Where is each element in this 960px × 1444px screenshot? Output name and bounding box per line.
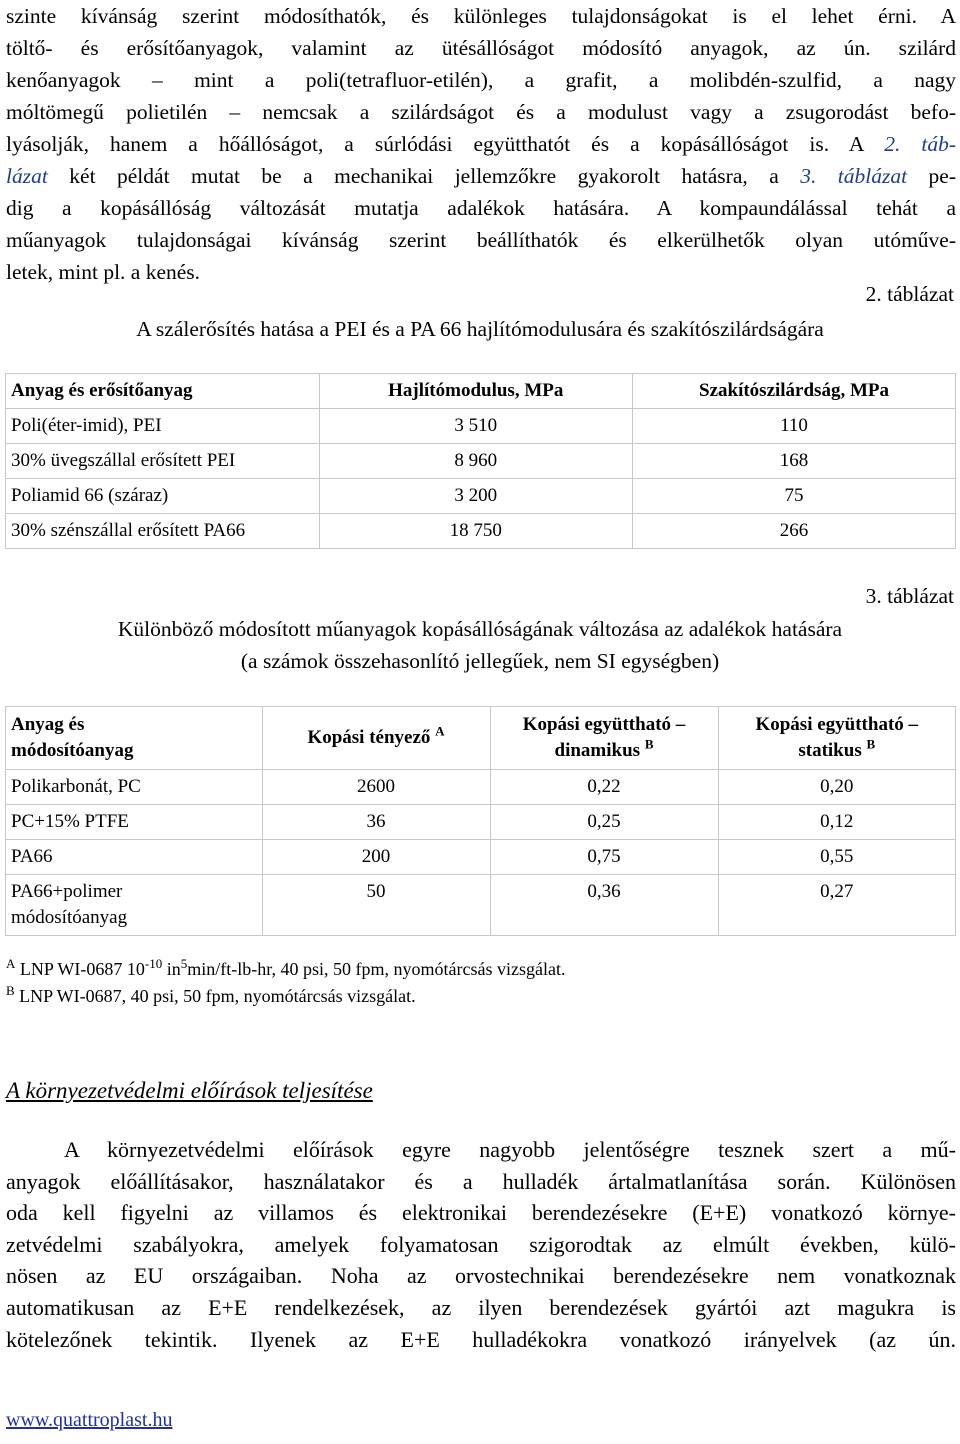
section-line: oda kell figyelni az villamos és elektronikai berendezésekre (E+E) vonatkozó környe- <box>6 1200 956 1225</box>
header-text: Kopási tényező <box>307 727 431 748</box>
header-text: Anyag és <box>11 714 85 735</box>
strength-cell: 110 <box>633 409 956 444</box>
intro-text: móltömegű polietilén – nemcsak a szilárdságot és a modulust vagy a zsugorodást befo- <box>6 100 956 124</box>
table2-header-material: Anyag és erősítőanyag <box>6 374 320 409</box>
strength-cell: 266 <box>633 514 956 549</box>
strength-cell: 168 <box>633 444 956 479</box>
table3-header-row <box>6 707 956 770</box>
footnote-a-marker: A <box>6 956 16 971</box>
material-text: PA66 <box>11 846 53 867</box>
material-cell: Poli(éter-imid), PEI <box>6 409 320 444</box>
intro-text: két példát mutat be a mechanikai jellemzőkre gyakorolt hatásra, a <box>47 164 801 188</box>
table-row <box>6 409 956 444</box>
table-row <box>6 514 956 549</box>
intro-text: pe- <box>907 164 957 188</box>
footnote-b-marker: B <box>6 983 15 998</box>
intro-text: letek, mint pl. a kenés. <box>6 260 201 284</box>
table2-header-modulus: Hajlítómodulus, MPa <box>319 374 633 409</box>
intro-line <box>6 96 956 128</box>
material-text: Polikarbonát, PC <box>11 776 141 797</box>
intro-line <box>6 224 956 256</box>
intro-text: töltő- és erősítőanyagok, valamint az ütésállóságot módosító anyagok, az ún. szilárd <box>6 36 956 60</box>
material-cell <box>6 805 263 840</box>
static-coefficient-cell: 0,12 <box>718 805 956 840</box>
section-heading: A környezetvédelmi előírások teljesítése <box>6 1078 373 1103</box>
table2-header-row <box>6 374 956 409</box>
table3-header-material <box>6 707 263 770</box>
static-coefficient-cell: 0,27 <box>718 875 956 936</box>
header-text: Kopási együttható – <box>755 714 919 735</box>
dynamic-coefficient-cell: 0,25 <box>490 805 718 840</box>
intro-line <box>6 160 956 192</box>
strength-cell: 75 <box>633 479 956 514</box>
wear-factor-cell: 2600 <box>262 770 490 805</box>
dynamic-coefficient-cell: 0,36 <box>490 875 718 936</box>
table-reference: 2. táb- <box>884 132 956 156</box>
modulus-cell: 18 750 <box>319 514 633 549</box>
table-row <box>6 840 956 875</box>
footnote-a-text-2: in <box>162 959 181 979</box>
material-text: PA66+polimer <box>11 881 123 902</box>
footer-website-link[interactable]: www.quattroplast.hu <box>6 1409 173 1431</box>
dynamic-coefficient-cell: 0,22 <box>490 770 718 805</box>
header-text: dinamikus <box>554 740 641 761</box>
header-text: módosítóanyag <box>11 740 134 761</box>
wear-factor-cell: 200 <box>262 840 490 875</box>
table-reference: 3. táblázat <box>800 164 908 188</box>
material-cell <box>6 840 263 875</box>
section-line: A környezetvédelmi előírások egyre nagyobb jelentőségre tesznek szert a mű- <box>64 1137 956 1162</box>
table-row <box>6 479 956 514</box>
footnote-a-text-3: min/ft-lb-hr, 40 psi, 50 fpm, nyomótárcsás vizsgálat. <box>187 959 566 979</box>
section-line: zetvédelmi szabályokra, amelyek folyamatosan szigorodtak az elmúlt években, külö- <box>6 1232 956 1257</box>
modulus-cell: 3 200 <box>319 479 633 514</box>
table3-title-line2: (a számok összehasonlító jellegűek, nem SI egységben) <box>240 649 720 673</box>
intro-line <box>6 32 956 64</box>
table-row <box>6 444 956 479</box>
material-cell <box>6 875 263 936</box>
footnote-b-text: LNP WI-0687, 40 psi, 50 fpm, nyomótárcsás vizsgálat. <box>14 986 416 1006</box>
modulus-cell: 3 510 <box>319 409 633 444</box>
header-text: statikus <box>798 740 862 761</box>
table-row <box>6 875 956 936</box>
section-line: nösen az EU országaiban. Noha az orvostechnikai berendezésekre nem vonatkoznak <box>6 1263 956 1288</box>
static-coefficient-cell: 0,55 <box>718 840 956 875</box>
table-row <box>6 805 956 840</box>
material-cell: 30% szénszállal erősített PA66 <box>6 514 320 549</box>
table3 <box>5 706 956 936</box>
intro-line <box>6 192 956 224</box>
table3-header-static <box>718 707 956 770</box>
table3-number: 3. táblázat <box>865 584 954 608</box>
static-coefficient-cell: 0,20 <box>718 770 956 805</box>
table2-title: A szálerősítés hatása a PEI és a PA 66 hajlítómodulusára és szakítószilárdságára <box>136 317 824 341</box>
intro-text: szinte kívánság szerint módosíthatók, és különleges tulajdonságokat is el lehet érni. A <box>6 4 956 28</box>
table3-title-line1: Különböző módosított műanyagok kopásállóságának változása az adalékok hatására <box>117 617 843 641</box>
table2-number: 2. táblázat <box>865 282 954 306</box>
wear-factor-cell: 50 <box>262 875 490 936</box>
intro-line <box>6 256 956 288</box>
material-cell: Poliamid 66 (száraz) <box>6 479 320 514</box>
footnote-a-text-1: LNP WI-0687 10 <box>15 959 145 979</box>
intro-line <box>6 0 956 32</box>
wear-factor-cell: 36 <box>262 805 490 840</box>
section-line: automatikusan az E+E rendelkezések, az ilyen berendezések gyártói azt magukra is <box>6 1295 956 1320</box>
table3-header-wear-factor <box>262 707 490 770</box>
material-text: PC+15% PTFE <box>11 811 129 832</box>
modulus-cell: 8 960 <box>319 444 633 479</box>
footnote-marker: A <box>435 723 445 739</box>
material-text: módosítóanyag <box>11 907 128 928</box>
section-line: kötelezőnek tekintik. Ilyenek az E+E hulladékokra vonatkozó irányelvek (az ún. <box>6 1327 956 1352</box>
intro-text: dig a kopásállóság változását mutatja adalékok hatására. A kompaundálással tehát a <box>6 196 956 220</box>
table3-header-dynamic <box>490 707 718 770</box>
footnote-a-exponent-2: 5 <box>180 956 188 971</box>
footnote-b <box>6 982 416 1010</box>
footnote-marker: B <box>644 736 654 752</box>
table2-header-strength: Szakítószilárdság, MPa <box>633 374 956 409</box>
intro-line <box>6 128 956 160</box>
footnote-marker: B <box>866 736 876 752</box>
intro-text: műanyagok tulajdonságai kívánság szerint beállíthatók és elkerülhetők olyan utóműve- <box>6 228 956 252</box>
material-cell <box>6 770 263 805</box>
material-cell: 30% üvegszállal erősített PEI <box>6 444 320 479</box>
intro-text: lyásolják, hanem a hőállóságot, a súrlódási együtthatót és a kopásállóságot is. A <box>6 132 885 156</box>
intro-line <box>6 64 956 96</box>
section-line: anyagok előállításakor, használatakor és a hulladék ártalmatlanítása során. Különösen <box>6 1169 956 1194</box>
footnote-a-exponent-1: -10 <box>144 956 163 971</box>
table-row <box>6 770 956 805</box>
intro-text: kenőanyagok – mint a poli(tetrafluor-etilén), a grafit, a molibdén-szulfid, a nagy <box>6 68 956 92</box>
dynamic-coefficient-cell: 0,75 <box>490 840 718 875</box>
header-text: Kopási együttható – <box>522 714 686 735</box>
table-reference: lázat <box>6 164 48 188</box>
footnote-a <box>6 955 565 983</box>
table2 <box>5 373 956 549</box>
